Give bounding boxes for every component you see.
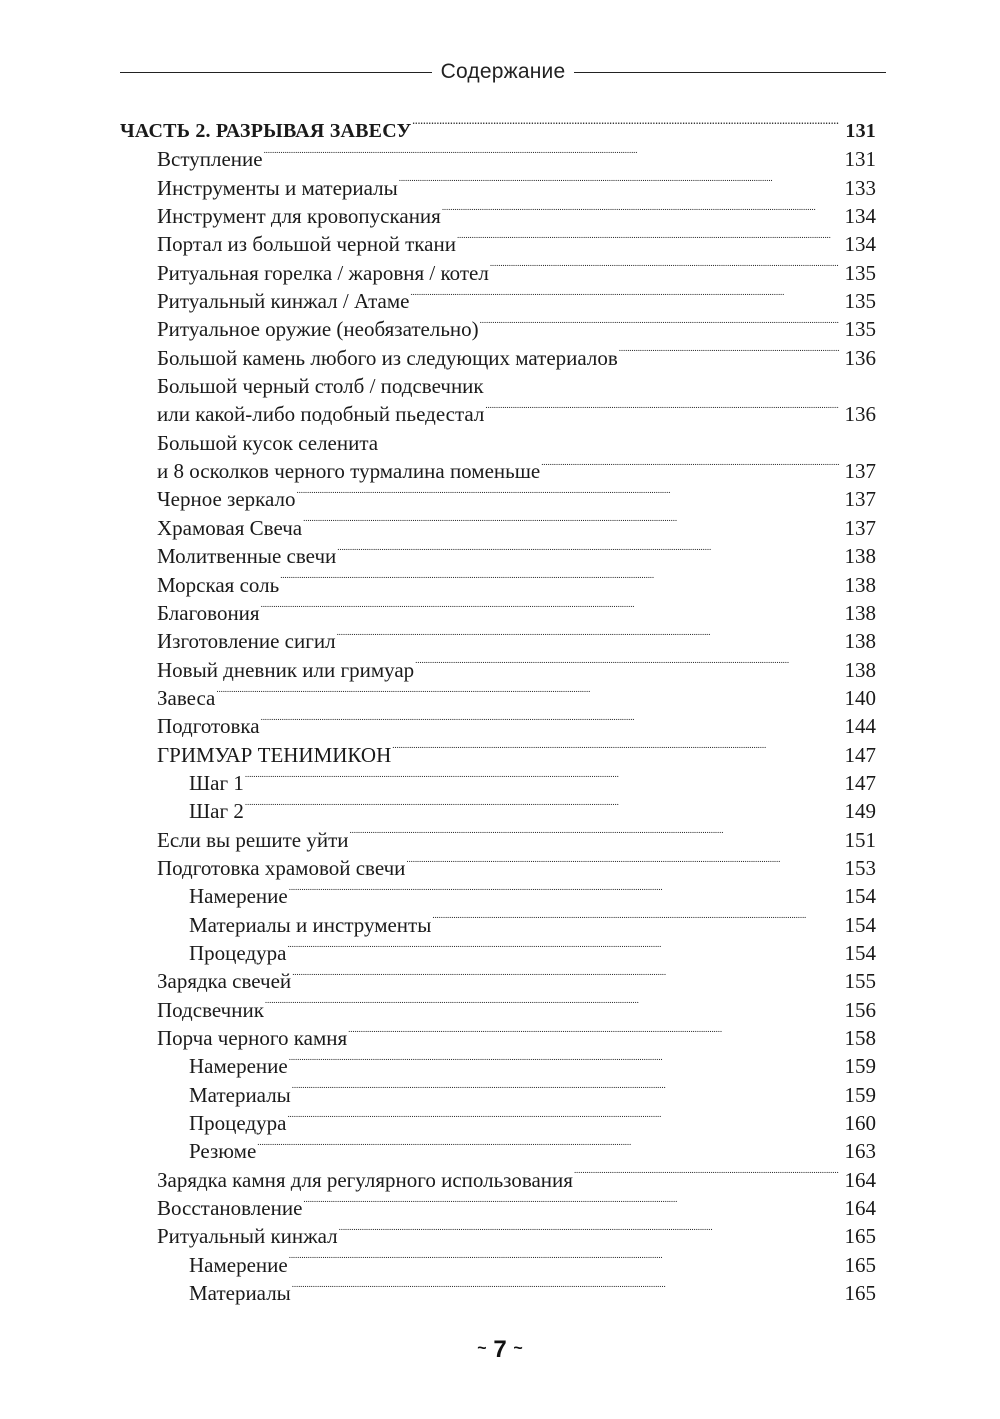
toc-entry: [120, 911, 876, 939]
toc-entry-label: Портал из большой черной ткани: [157, 232, 456, 257]
toc-entry-label: Порча черного камня: [157, 1026, 348, 1050]
toc-entry-page-number: 135: [844, 317, 876, 342]
toc-entry: [120, 684, 876, 712]
toc-entry-label: Большой черный столб / подсвечник: [157, 374, 484, 399]
toc-entry-label: Резюме: [189, 1139, 257, 1164]
footer-tilde-right: ~: [513, 1340, 523, 1357]
toc-entry-page-number: 154: [844, 940, 876, 965]
toc-entry-page-number: 131: [844, 147, 876, 172]
dot-leader: [392, 741, 839, 762]
toc-entry: [120, 939, 876, 967]
dot-leader: [280, 571, 839, 592]
toc-entry-page-number: 149: [844, 799, 876, 824]
toc-entry-page-number: 137: [844, 459, 876, 484]
toc-entry-label: Черное зеркало: [157, 487, 296, 512]
dot-leader: [287, 939, 839, 960]
dot-leader: [410, 287, 839, 308]
toc-entry-label: ГРИМУАР ТЕНИМИКОН: [157, 742, 392, 767]
dot-leader: [264, 145, 839, 166]
toc-part-heading: [120, 117, 876, 145]
toc-entry: [120, 230, 876, 258]
toc-entry: [120, 1081, 876, 1109]
toc-entry: [120, 315, 876, 343]
toc-entry: [120, 174, 876, 202]
dot-leader: [337, 627, 839, 648]
toc-entry-page-number: 138: [844, 629, 876, 654]
dot-leader: [406, 854, 839, 875]
toc-entry-label: Молитвенные свечи: [157, 544, 337, 569]
toc-entry-label: Завеса: [157, 685, 216, 710]
table-of-contents: [120, 117, 876, 1307]
page-number: 7: [493, 1336, 507, 1363]
toc-entry-page-number: 144: [844, 714, 876, 739]
toc-entry-label: Большой камень любого из следующих материалов: [157, 345, 618, 370]
toc-entry: [120, 372, 876, 400]
toc-entry-page-number: 165: [844, 1252, 876, 1277]
dot-leader: [490, 259, 839, 280]
toc-entry-label: Если вы решите уйти: [157, 827, 349, 852]
toc-entry: [120, 457, 876, 485]
toc-entry-page-number: 159: [844, 1082, 876, 1107]
toc-entry-label: Восстановление: [157, 1196, 303, 1221]
toc-entry-page-number: 136: [844, 402, 876, 427]
toc-entry: [120, 1222, 876, 1250]
toc-entry-label: Ритуальное оружие (необязательно): [157, 317, 479, 342]
dot-leader: [619, 344, 839, 365]
toc-entry: [120, 145, 876, 173]
toc-entry: [120, 1024, 876, 1052]
toc-entry-page-number: 131: [845, 120, 876, 142]
toc-entry: [120, 485, 876, 513]
toc-entry-page-number: 137: [844, 487, 876, 512]
toc-entry-page-number: 160: [844, 1111, 876, 1136]
dot-leader: [261, 712, 839, 733]
dot-leader: [574, 1166, 839, 1187]
toc-entry: [120, 741, 876, 769]
toc-entry-page-number: 164: [844, 1167, 876, 1192]
toc-entry-page-number: 135: [844, 260, 876, 285]
dot-leader: [348, 1024, 839, 1045]
toc-entry-label: Материалы: [189, 1082, 291, 1107]
toc-entry-page-number: 138: [844, 600, 876, 625]
toc-entry-page-number: 158: [844, 1026, 876, 1050]
toc-entry: [120, 1137, 876, 1165]
dot-leader: [265, 996, 839, 1017]
toc-entry-label: Намерение: [189, 1252, 288, 1277]
header-rule-right: [574, 72, 886, 73]
dot-leader: [412, 117, 839, 137]
toc-entry-page-number: 156: [844, 997, 876, 1022]
toc-entry-label: Подсвечник: [157, 997, 264, 1022]
toc-entry: [120, 1166, 876, 1194]
dot-leader: [297, 485, 839, 506]
dot-leader: [289, 1251, 839, 1272]
toc-entry-label: Шаг 2: [189, 799, 244, 824]
toc-entry-label: или какой-либо подобный пьедестал: [157, 402, 485, 427]
toc-entry-label: Морская соль: [157, 572, 280, 597]
toc-entry-page-number: 154: [844, 884, 876, 909]
toc-entry: [120, 1052, 876, 1080]
toc-entry-label: ЧАСТЬ 2. РАЗРЫВАЯ ЗАВЕСУ: [120, 120, 412, 142]
toc-entry-label: Благовония: [157, 600, 260, 625]
toc-entry-page-number: 140: [844, 685, 876, 710]
toc-entry: [120, 287, 876, 315]
toc-entry-page-number: 153: [844, 855, 876, 880]
footer-tilde-left: ~: [477, 1340, 487, 1357]
toc-entry: [120, 712, 876, 740]
dot-leader: [432, 911, 839, 932]
dot-leader: [245, 769, 839, 790]
toc-entry-page-number: 151: [844, 827, 876, 852]
toc-entry-page-number: 138: [844, 657, 876, 682]
dot-leader: [442, 202, 839, 223]
toc-entry-page-number: 138: [844, 544, 876, 569]
toc-entry-label: Большой кусок селенита: [157, 430, 379, 455]
toc-entry-page-number: 138: [844, 572, 876, 597]
toc-entry: [120, 1109, 876, 1137]
dot-leader: [337, 542, 839, 563]
toc-entry-page-number: 135: [844, 289, 876, 314]
dot-leader: [257, 1137, 839, 1158]
toc-entry: [120, 1279, 876, 1307]
toc-entry-label: Новый дневник или гримуар: [157, 657, 415, 682]
toc-entry: [120, 996, 876, 1024]
dot-leader: [399, 174, 839, 195]
toc-entry: [120, 769, 876, 797]
dot-leader: [292, 967, 839, 988]
toc-entry-label: Инструменты и материалы: [157, 175, 398, 200]
toc-entry-label: Вступление: [157, 147, 263, 172]
toc-entry: [120, 967, 876, 995]
toc-entry: [120, 542, 876, 570]
toc-entry-page-number: 165: [844, 1281, 876, 1306]
dot-leader: [292, 1081, 839, 1102]
toc-entry: [120, 797, 876, 825]
dot-leader: [245, 797, 839, 818]
toc-entry-page-number: 137: [844, 515, 876, 540]
dot-leader: [287, 1109, 839, 1130]
dot-leader: [480, 315, 839, 336]
header-title: Содержание: [440, 60, 566, 83]
toc-entry: [120, 202, 876, 230]
dot-leader: [292, 1279, 839, 1300]
toc-entry-page-number: 134: [844, 232, 876, 257]
toc-entry: [120, 259, 876, 287]
dot-leader: [339, 1222, 839, 1243]
toc-entry-page-number: 154: [844, 912, 876, 937]
running-header: [120, 56, 886, 88]
toc-entry-label: Ритуальная горелка / жаровня / котел: [157, 260, 489, 285]
toc-entry: [120, 599, 876, 627]
toc-entry: [120, 854, 876, 882]
toc-entry: [120, 571, 876, 599]
dot-leader: [289, 1052, 839, 1073]
header-rule-left: [120, 72, 432, 73]
toc-entry-page-number: 159: [844, 1054, 876, 1079]
toc-entry: [120, 400, 876, 428]
dot-leader: [541, 457, 839, 478]
toc-entry-label: Подготовка: [157, 714, 260, 739]
dot-leader: [261, 599, 839, 620]
toc-entry: [120, 1251, 876, 1279]
dot-leader: [350, 826, 839, 847]
toc-entry-page-number: 147: [844, 742, 876, 767]
toc-entry-label: Подготовка храмовой свечи: [157, 855, 406, 880]
toc-entry: [120, 627, 876, 655]
toc-entry-page-number: 133: [844, 175, 876, 200]
toc-entry: [120, 882, 876, 910]
toc-entry-label: и 8 осколков черного турмалина поменьше: [157, 459, 541, 484]
dot-leader: [303, 514, 839, 535]
toc-entry: [120, 656, 876, 684]
toc-entry-label: Храмовая Свеча: [157, 515, 303, 540]
toc-entry: [120, 1194, 876, 1222]
toc-entry: [120, 429, 876, 457]
toc-entry-page-number: 164: [844, 1196, 876, 1221]
page-footer: [0, 1336, 1000, 1364]
toc-entry-page-number: 134: [844, 204, 876, 229]
toc-entry-label: Материалы и инструменты: [189, 912, 432, 937]
dot-leader: [457, 230, 839, 251]
toc-entry-label: Зарядка камня для регулярного использования: [157, 1167, 573, 1192]
dot-leader: [485, 400, 839, 421]
toc-entry-page-number: 136: [844, 345, 876, 370]
toc-entry-label: Инструмент для кровопускания: [157, 204, 441, 229]
toc-entry-page-number: 147: [844, 770, 876, 795]
toc-entry-page-number: 165: [844, 1224, 876, 1249]
dot-leader: [289, 882, 839, 903]
toc-entry: [120, 514, 876, 542]
toc-entry-label: Шаг 1: [189, 770, 244, 795]
toc-entry-label: Процедура: [189, 940, 287, 965]
toc-entry-label: Ритуальный кинжал: [157, 1224, 338, 1249]
toc-entry-page-number: 163: [844, 1139, 876, 1164]
toc-entry: [120, 826, 876, 854]
dot-leader: [415, 656, 839, 677]
toc-entry-label: Намерение: [189, 1054, 288, 1079]
toc-entry-label: Процедура: [189, 1111, 287, 1136]
toc-entry: [120, 344, 876, 372]
toc-entry-label: Материалы: [189, 1281, 291, 1306]
toc-entry-label: Изготовление сигил: [157, 629, 336, 654]
toc-entry-page-number: 155: [844, 969, 876, 994]
toc-entry-label: Зарядка свечей: [157, 969, 292, 994]
dot-leader: [216, 684, 839, 705]
toc-entry-label: Ритуальный кинжал / Атаме: [157, 289, 410, 314]
dot-leader: [303, 1194, 839, 1215]
toc-entry-label: Намерение: [189, 884, 288, 909]
